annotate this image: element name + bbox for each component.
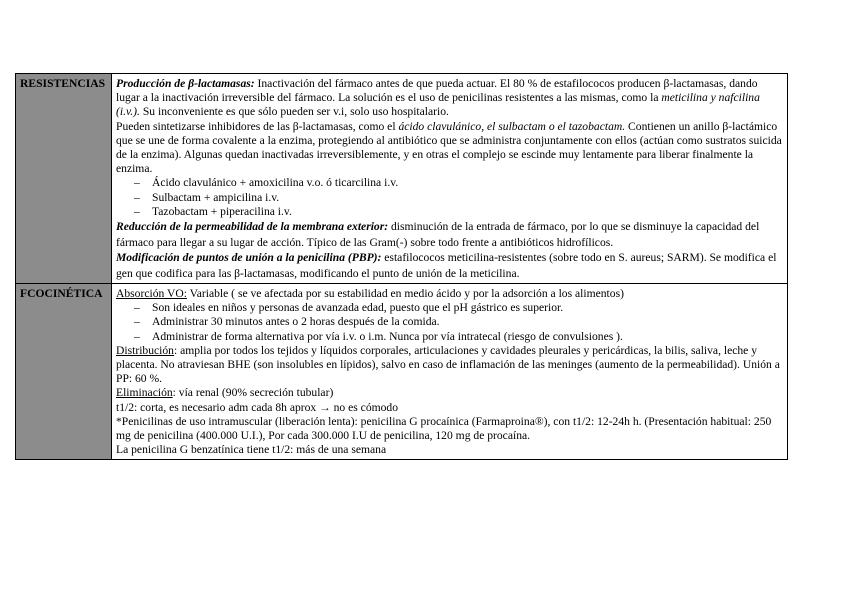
text-segment: : amplia por todos los tejidos y líquidos corporales, articulaciones y cavidades pleurales y pericárdicas, la bilis, saliva, leche y placenta. No atraviesan BHE (son insolubles en lípidos), salvo en caso de inflamación de las meninges (aumento de la permeabilidad). Unión a PP: 60 %.: [116, 343, 780, 386]
text-segment: : vía renal (90% secreción tubular): [172, 386, 334, 400]
text-segment: Inactivación del fármaco antes de que pueda actuar. El 80 % de estafilococos producen β-lactamasas, dando lugar a la inactivación irreversible del fármaco. La solución es el uso de penicilinas resistentes a las mismas, como la: [116, 77, 758, 105]
list-item: – Sulbactam + ampicilina i.v.: [116, 191, 783, 205]
list-item: – Son ideales en niños y personas de avanzada edad, puesto que el pH gástrico es superior.: [116, 301, 783, 315]
heading-eliminacion: Eliminación: [116, 386, 173, 400]
text-segment: disminución de la entrada de fármaco, por lo que se disminuye la capacidad del fármaco para llegar a su lugar de acción. Típico de las Gram(-) sobre todo frente a antibióticos hidrofílicos.: [116, 220, 760, 249]
inhibitor-combination-list: [116, 176, 783, 219]
italic-segment: meticilina y nafcilina (i.v.).: [116, 91, 760, 119]
heading-distribucion: Distribución: [116, 343, 174, 357]
list-item: – Tazobactam + piperacilina i.v.: [116, 205, 783, 219]
text-segment: Su inconveniente es que sólo pueden ser v.i, solo uso hospitalario.: [139, 105, 449, 119]
paragraph-benzatinica: La penicilina G benzatínica tiene t1/2: más de una semana: [116, 443, 387, 457]
row-label-fcocinetica: FCOCINÉTICA: [16, 284, 112, 460]
list-item: – Administrar 30 minutos antes o 2 horas después de la comida.: [116, 315, 783, 329]
paragraph-absorcion: [116, 287, 783, 301]
paragraph-beta-lactamasas: [116, 77, 783, 120]
italic-segment: ácido clavulánico, el sulbactam o el tazobactam.: [398, 119, 626, 133]
row-label-resistencia: RESISTENCIAS: [16, 74, 112, 284]
text-segment: estafilococos meticilina-resistentes (sobre todo en S. aureus; SARM). Se modifica el gen que codifica para las β-lactamasas, modificando el punto de unión de la meticilina.: [116, 251, 777, 280]
heading-pbp: Modificación de puntos de unión a la penicilina (PBP):: [116, 251, 382, 265]
paragraph-pbp: [116, 250, 783, 281]
text-segment: Variable ( se ve afectada por su estabilidad en medio ácido y por la adsorción a los alimentos): [186, 287, 624, 301]
row-content-fcocinetica: [112, 284, 788, 460]
paragraph-permeabilidad: [116, 219, 783, 250]
pharmacology-table: [15, 73, 788, 460]
text-segment: Contienen un anillo β-lactámico que se une de forma covalente a la enzima, protegiendo al antibiótico que se administra conjuntamente con ellos (actúan como sustratos suicida de la enzima). Algunas quedan inactivadas irreversiblemente, y en otras el complejo se escinde muy lentamente para liberar finalmente la enzima.: [116, 119, 782, 176]
paragraph-intramuscular: *Penicilinas de uso intramuscular (liberación lenta): penicilina G procaínica (Farmaproina®), con t1/2: 12-24h h. (Presentación habitual: 250 mg de penicilina (400.000 U.I.), Por cada 300.000 I.U de penicilina, 120 mg de procaína.: [116, 414, 772, 443]
table-row-resistencia: [16, 74, 788, 284]
heading-absorcion: Absorción VO:: [116, 287, 187, 301]
paragraph-eliminacion: [116, 386, 783, 400]
list-item: – Administrar de forma alternativa por vía i.v. o i.m. Nunca por vía intratecal (riesgo de convulsiones ).: [116, 330, 783, 344]
heading-beta-lactamasas: Producción de β-lactamasas:: [116, 77, 255, 90]
paragraph-distribucion: [116, 344, 783, 387]
table-row-fcocinetica: [16, 284, 788, 460]
list-item: – Ácido clavulánico + amoxicilina v.o. ó ticarcilina i.v.: [116, 176, 783, 190]
text-segment: Pueden sintetizarse inhibidores de las β-lactamasas, como el: [116, 119, 399, 133]
absorcion-list: [116, 301, 783, 344]
heading-permeabilidad: Reducción de la permeabilidad de la membrana exterior:: [116, 220, 389, 234]
paragraph-inhibidores: [116, 120, 783, 177]
row-content-resistencia: [112, 74, 788, 284]
paragraph-half-life: t1/2: corta, es necesario adm cada 8h aprox → no es cómodo: [116, 400, 399, 414]
